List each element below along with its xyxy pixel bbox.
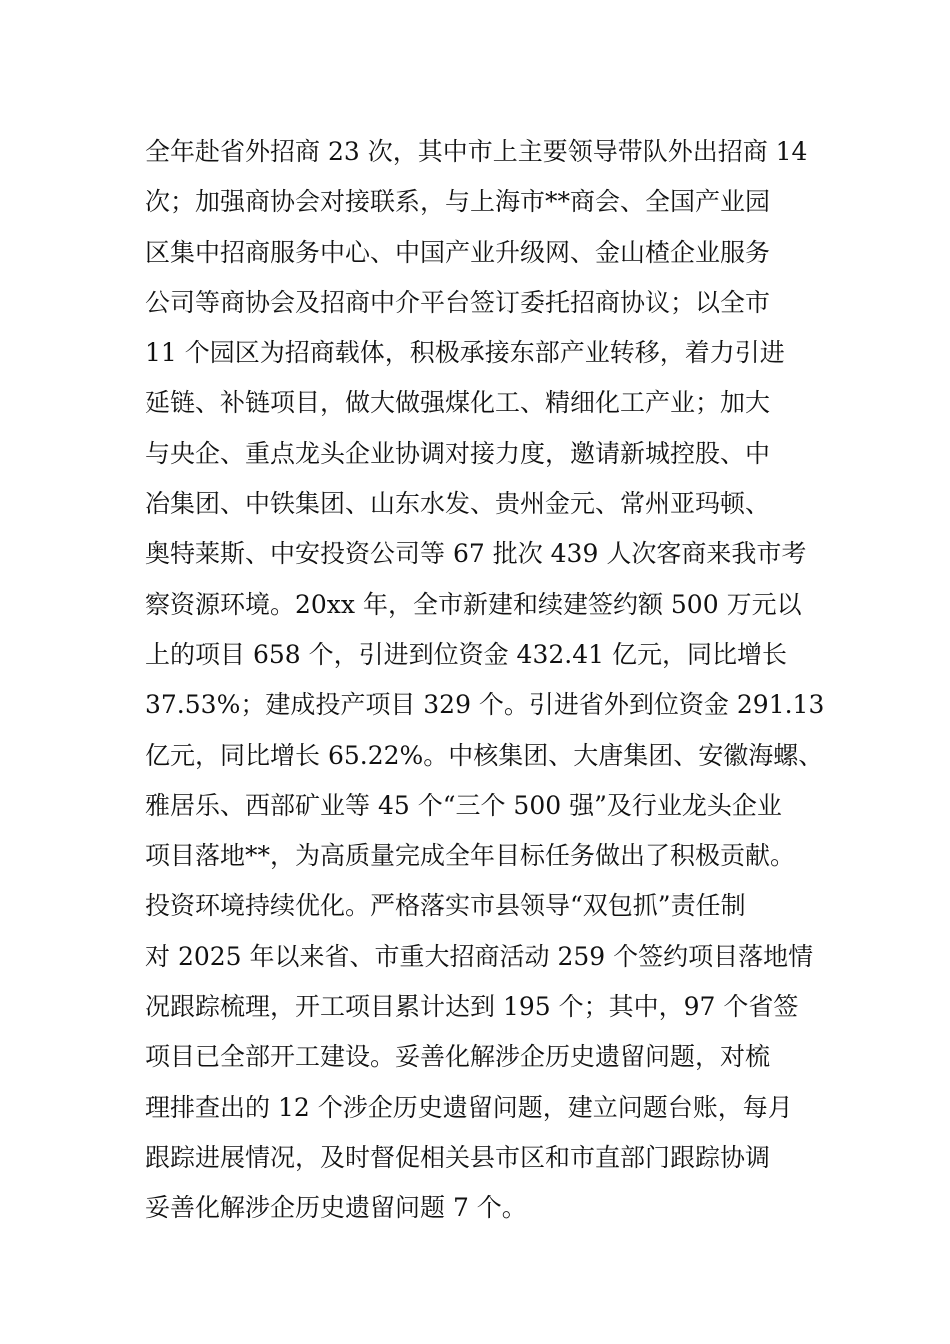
- text-line: 延链、补链项目，做大做强煤化工、精细化工产业；加大: [145, 388, 771, 418]
- text-line: 项目落地**，为高质量完成全年目标任务做出了积极贡献。: [145, 841, 796, 871]
- text-line: 11 个园区为招商载体，积极承接东部产业转移，着力引进: [145, 338, 785, 368]
- text-line: 理排查出的 12 个涉企历史遗留问题，建立问题台账，每月: [145, 1092, 793, 1122]
- text-line: 上的项目 658 个，引进到位资金 432.41 亿元，同比增长: [145, 639, 787, 669]
- text-line: 次；加强商协会对接联系，与上海市**商会、全国产业园: [145, 187, 771, 217]
- text-line: 项目已全部开工建设。妥善化解涉企历史遗留问题，对梳: [145, 1042, 771, 1072]
- text-line: 全年赴省外招商 23 次，其中市上主要领导带队外出招商 14: [145, 137, 808, 166]
- text-line: 跟踪进展情况，及时督促相关县市区和市直部门跟踪协调: [145, 1142, 771, 1172]
- text-line: 37.53%；建成投产项目 329 个。引进省外到位资金 291.13: [145, 690, 825, 720]
- text-line: 区集中招商服务中心、中国产业升级网、金山楂企业服务: [145, 237, 771, 267]
- text-line: 雅居乐、西部矿业等 45 个“三个 500 强”及行业龙头企业: [145, 790, 782, 820]
- body-text: [145, 127, 835, 1234]
- text-line: 公司等商协会及招商中介平台签订委托招商协议；以全市: [145, 287, 771, 317]
- text-line: 察资源环境。20xx 年，全市新建和续建签约额 500 万元以: [145, 589, 802, 619]
- text-line: 奥特莱斯、中安投资公司等 67 批次 439 人次客商来我市考: [145, 539, 807, 569]
- text-line: 冶集团、中铁集团、山东水发、贵州金元、常州亚玛顿、: [145, 489, 771, 519]
- text-line: 况跟踪梳理，开工项目累计达到 195 个；其中，97 个省签: [145, 992, 799, 1022]
- text-line: 投资环境持续优化。严格落实市县领导“双包抓”责任制: [145, 891, 746, 921]
- text-line: 对 2025 年以来省、市重大招商活动 259 个签约项目落地情: [145, 941, 814, 971]
- text-line: 与央企、重点龙头企业协调对接力度，邀请新城控股、中: [145, 438, 771, 468]
- text-line: 妥善化解涉企历史遗留问题 7 个。: [145, 1193, 527, 1223]
- text-line: 亿元，同比增长 65.22%。中核集团、大唐集团、安徽海螺、: [145, 740, 824, 770]
